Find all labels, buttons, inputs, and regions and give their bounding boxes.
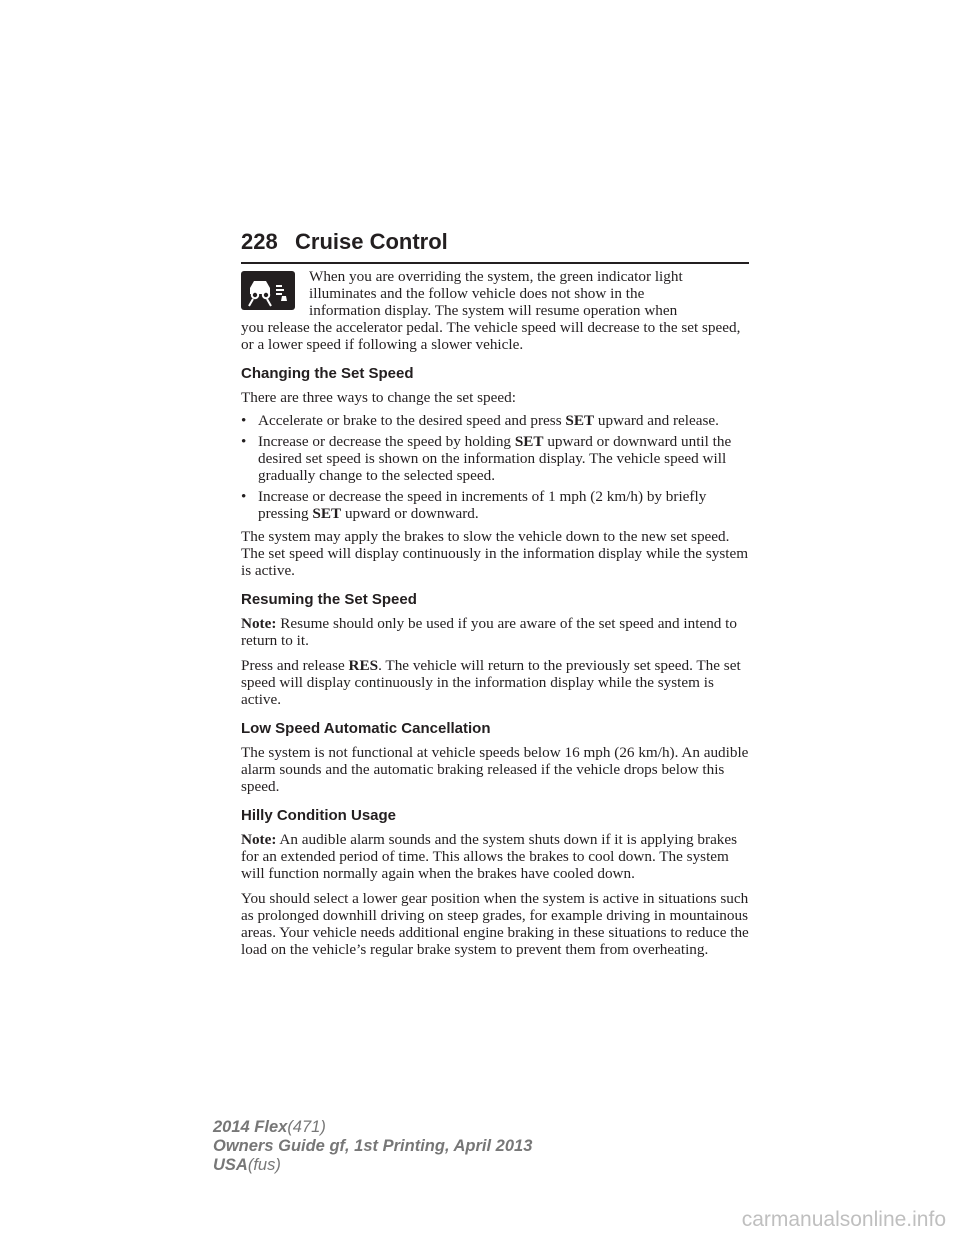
- changing-list: [241, 412, 749, 522]
- changing-after: The system may apply the brakes to slow the vehicle down to the new set speed. The set speed will display continuously in the information display while the system is active.: [241, 528, 749, 579]
- heading-low-speed-cancellation: Low Speed Automatic Cancellation: [241, 720, 491, 737]
- hilly-text: You should select a lower gear position when the system is active in situations such as prolonged downhill driving on steep grades, for example driving in mountainous areas. Your vehicle needs additional engine braking in these situations to reduce the load on the vehicle’s regular brake system to prevent them from overheating.: [241, 890, 749, 958]
- intro-block: [241, 268, 749, 353]
- bullet: •: [241, 433, 247, 450]
- list-item: • Accelerate or brake to the desired speed and press SET upward and release.: [241, 412, 719, 429]
- changing-lead: There are three ways to change the set speed:: [241, 389, 516, 406]
- intro-rest: you release the accelerator pedal. The vehicle speed will decrease to the set speed, or a lower speed if following a slower vehicle.: [241, 319, 741, 353]
- heading-changing-set-speed: Changing the Set Speed: [241, 365, 414, 382]
- list-item: • Increase or decrease the speed by holding SET upward or downward until the desired set speed is shown on the information display. The vehicle speed will gradually change to the selected speed.: [241, 433, 732, 484]
- intro-line-2: illuminates and the follow vehicle does not show in the: [309, 285, 645, 302]
- adaptive-cruise-follow-vehicle-icon: [241, 271, 295, 310]
- heading-hilly-condition: Hilly Condition Usage: [241, 807, 397, 824]
- heading-resuming-set-speed: Resuming the Set Speed: [241, 591, 417, 608]
- chapter-title: Cruise Control: [295, 229, 448, 254]
- footer-line-1: 2014 Flex(471): [213, 1118, 326, 1136]
- low-speed-text: The system is not functional at vehicle speeds below 16 mph (26 km/h). An audible alarm sounds and the automatic braking released if the vehicle drops below this speed.: [241, 744, 749, 795]
- page-number: 228: [241, 229, 278, 254]
- footer-line-2: Owners Guide gf, 1st Printing, April 2013: [213, 1137, 533, 1155]
- page-footer: [213, 1118, 532, 1175]
- bullet: •: [241, 412, 247, 429]
- page-header: [241, 228, 749, 264]
- list-item: • Increase or decrease the speed in increments of 1 mph (2 km/h) by briefly pressing SET upward or downward.: [241, 488, 707, 522]
- resuming-note: Note: Resume should only be used if you are aware of the set speed and intend to return to it.: [241, 615, 737, 649]
- bullet: •: [241, 488, 247, 505]
- footer-line-3: USA(fus): [213, 1156, 281, 1174]
- watermark: carmanualsonline.info: [741, 1208, 946, 1231]
- intro-line-1: When you are overriding the system, the green indicator light: [309, 268, 683, 285]
- hilly-note: Note: An audible alarm sounds and the system shuts down if it is applying brakes for an extended period of time. This allows the brakes to cool down. The system will function normally again when the brakes have cooled down.: [241, 831, 738, 882]
- page-content: [241, 268, 749, 958]
- intro-line-3: information display. The system will resume operation when: [309, 302, 678, 319]
- resuming-press: Press and release RES. The vehicle will return to the previously set speed. The set speed will display continuously in the information display while the system is active.: [241, 657, 741, 708]
